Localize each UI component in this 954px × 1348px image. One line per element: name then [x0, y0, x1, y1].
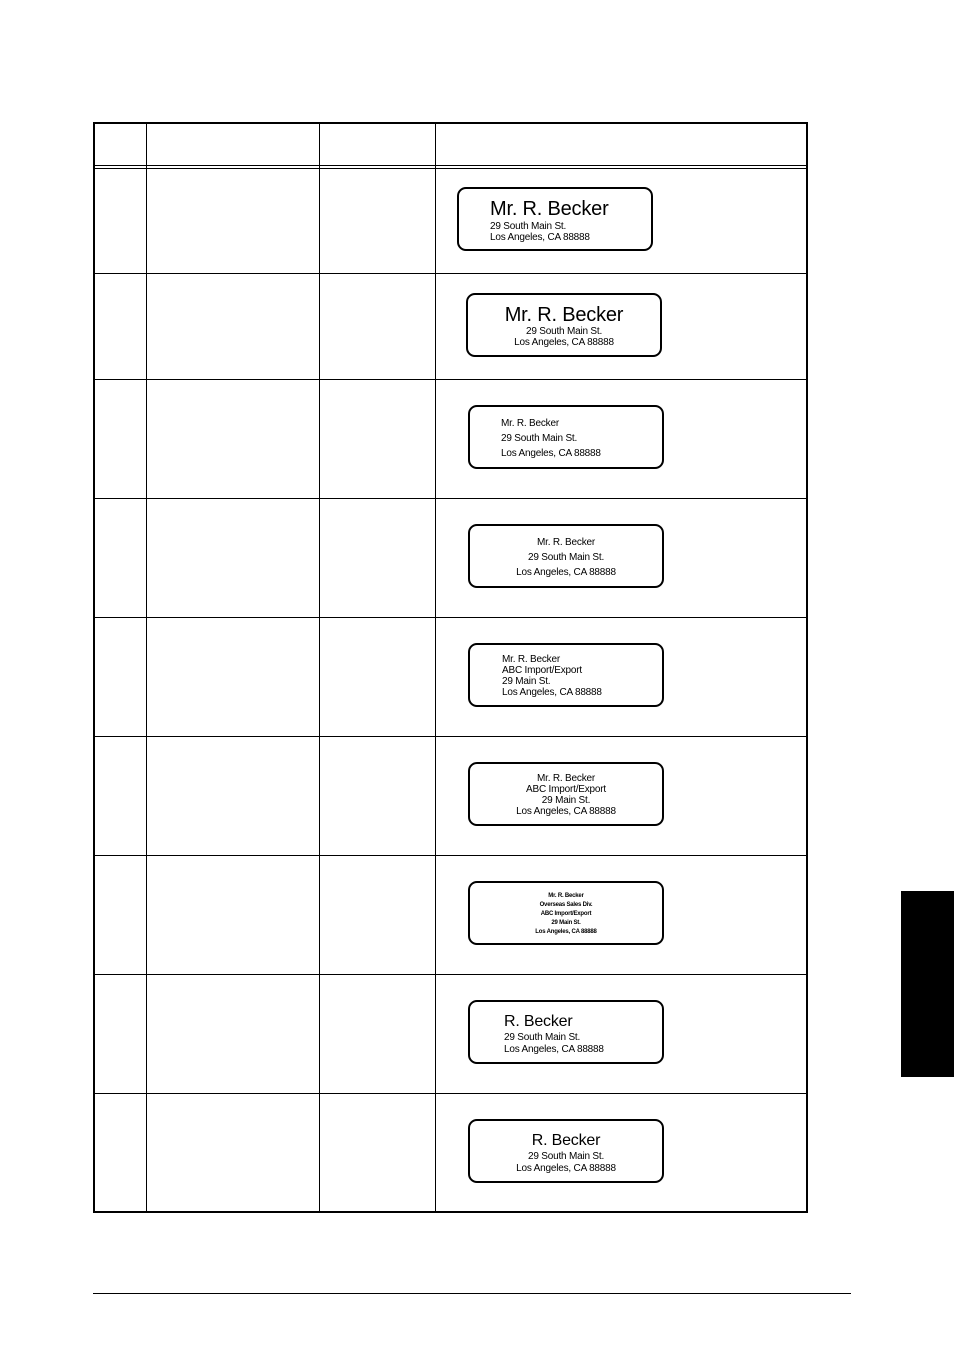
- label-line: 29 South Main St.: [525, 326, 603, 337]
- label-line: R. Becker: [531, 1132, 601, 1149]
- label-sample-1: [457, 187, 653, 251]
- label-sample-2: [466, 293, 662, 357]
- column-divider: [435, 124, 436, 1211]
- label-sample-5: [468, 643, 664, 707]
- row-divider: [95, 736, 806, 737]
- layout-table: [93, 122, 808, 1213]
- label-line: Los Angeles, CA 88888: [516, 1163, 616, 1174]
- label-sample-9: [468, 1119, 664, 1183]
- row-divider: [95, 855, 806, 856]
- label-sample-8: [468, 1000, 664, 1064]
- label-line: ABC Import/Export: [502, 665, 582, 676]
- label-sample-6: [468, 762, 664, 826]
- label-line: Los Angeles, CA 88888: [514, 337, 614, 348]
- label-line: 29 South Main St.: [501, 433, 578, 444]
- row-divider: [95, 974, 806, 975]
- label-line: R. Becker: [504, 1013, 573, 1030]
- label-line: Los Angeles, CA 88888: [504, 1044, 604, 1055]
- row-divider: [95, 379, 806, 380]
- header-divider: [95, 165, 806, 169]
- column-divider: [146, 124, 147, 1211]
- footer-rule: [93, 1293, 851, 1294]
- label-line: ABC Import/Export: [526, 784, 606, 795]
- label-line: Mr. R. Becker: [501, 418, 559, 429]
- label-line: 29 South Main St.: [527, 1151, 605, 1162]
- label-line: ABC Import/Export: [540, 911, 592, 917]
- label-sample-4: [468, 524, 664, 588]
- row-divider: [95, 273, 806, 274]
- column-divider: [319, 124, 320, 1211]
- label-line: 29 Main St.: [541, 795, 591, 806]
- label-line: Los Angeles, CA 88888: [516, 806, 616, 817]
- label-sample-7: [468, 881, 664, 945]
- label-sample-3: [468, 405, 664, 469]
- label-line: Los Angeles, CA 88888: [501, 448, 601, 459]
- row-divider: [95, 1093, 806, 1094]
- label-line: 29 Main St.: [551, 920, 581, 926]
- row-divider: [95, 498, 806, 499]
- label-line: Los Angeles, CA 88888: [502, 687, 602, 698]
- label-line: Los Angeles, CA 88888: [490, 232, 590, 243]
- section-tab-marker: [901, 891, 954, 1077]
- label-line: Mr. R. Becker: [537, 537, 595, 548]
- label-line: Mr. R. Becker: [504, 304, 624, 326]
- label-line: Mr. R. Becker: [537, 773, 595, 784]
- label-line: 29 South Main St.: [504, 1032, 581, 1043]
- label-line: Los Angeles, CA 88888: [535, 929, 597, 935]
- label-line: 29 Main St.: [502, 676, 551, 687]
- label-line: Los Angeles, CA 88888: [516, 567, 616, 578]
- row-divider: [95, 617, 806, 618]
- label-line: Overseas Sales Div.: [539, 902, 593, 908]
- label-line: Mr. R. Becker: [548, 893, 584, 899]
- label-line: Mr. R. Becker: [502, 654, 560, 665]
- label-line: 29 South Main St.: [490, 221, 567, 232]
- label-line: 29 South Main St.: [527, 552, 605, 563]
- label-line: Mr. R. Becker: [490, 198, 609, 220]
